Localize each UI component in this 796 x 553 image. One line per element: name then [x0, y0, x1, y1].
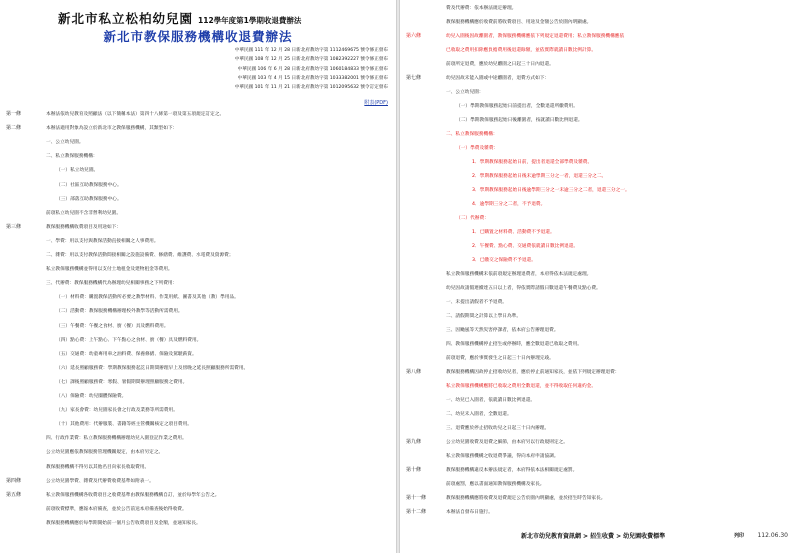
amendment-history: [138, 46, 388, 92]
article-text: 前項處罰，應以書面通知教保服務機構及家長。: [446, 482, 545, 487]
article-line: [400, 116, 796, 125]
article-line: [0, 166, 396, 175]
article-line: [400, 326, 796, 335]
article-line: [400, 32, 796, 41]
article-line: [0, 195, 396, 204]
article-line: [0, 519, 396, 528]
article-line: [400, 186, 796, 195]
term-title: 112學年度第1學期收退費辦法: [198, 16, 302, 25]
article-text: 四、行政作業費：私立教保服務機構辦理幼兒入園登記作業之費用。: [46, 436, 187, 442]
article-text: 二、請假期間之計算以上學日為準。: [446, 314, 522, 319]
article-line: [400, 410, 796, 419]
article-line: [0, 477, 396, 486]
article-line: [0, 181, 396, 190]
article-text: 一、幼兒已入園者，依就讀日數比例退還。: [446, 398, 536, 403]
article-text: 私立教保服務機構應將已收取之費用全數退還，並不得收取任何違約金。: [446, 384, 597, 389]
article-line: [400, 214, 796, 223]
article-text: 一、學費：用以支付與教保活動直接相關之人事費用。: [46, 238, 159, 244]
article-text: 教保服務機構因故停止招收幼兒者，應於停止前通知家長，並依下列規定辦理退費：: [446, 370, 620, 375]
article-line: [400, 158, 796, 167]
article-text: 已收取之費用扣除應負擔費用後退還餘額，並依實際就讀日數比例計算。: [446, 48, 597, 53]
article-line: [0, 237, 396, 246]
article-line: [0, 322, 396, 331]
footer-link[interactable]: 新北市幼兒教育資訊網: [521, 533, 582, 540]
article-line: [0, 448, 396, 457]
article-text: （二）代辦費：: [456, 216, 489, 221]
article-text: （七）課後照顧服務費：寒假、暑假期間辦理照顧服務之費用。: [56, 379, 188, 385]
article-text: （三）午餐費：午餐之食材、廚（餐）具及燃料費用。: [56, 323, 169, 329]
article-text: （八）保險費：幼兒團體保險費。: [56, 394, 127, 399]
article-text: 二、私立教保服務機構：: [446, 132, 498, 137]
article-line: [0, 364, 396, 373]
article-line: [400, 88, 796, 97]
article-text: 2．學期教保服務起始日後未逾學期三分之一者，退還三分之二。: [472, 174, 607, 179]
history-line: 中華民國 103 年 4 月 15 日新北府教幼字第 1033382001 號令修正發布: [237, 75, 388, 81]
article-number: 第四條: [6, 477, 22, 484]
school-name-text: 新北市私立松柏幼兒園: [58, 11, 194, 26]
document-page-left: [0, 0, 396, 553]
article-line: [0, 209, 396, 218]
article-line: [400, 382, 796, 391]
article-line: [400, 18, 796, 27]
article-line: [400, 200, 796, 209]
article-text: 前項私立幼兒園不含非營利幼兒園。: [46, 210, 122, 216]
article-line: [0, 265, 396, 274]
article-line: [0, 463, 396, 472]
article-line: [400, 130, 796, 139]
article-text: 二、幼兒未入園者，全數退還。: [446, 412, 512, 417]
article-text: （二）學期教保服務起始日後離園者，按就讀日數比例退還。: [456, 118, 583, 123]
article-text: 私立教保服務機構並得用以支付土地租金及建物租金等費用。: [46, 267, 173, 273]
article-text: （二）活動費：教保服務機構辦理校外教學等活動所需費用。: [56, 309, 183, 315]
article-text: 本辦法自發布日施行。: [446, 510, 493, 515]
article-line: [0, 434, 396, 443]
article-text: （一）材料費：購置教保活動所必要之教學材料、作業用紙、圖書及其他（教）學用品。: [56, 295, 239, 301]
article-number: 第九條: [406, 439, 422, 445]
law-title: 新北市教保服務機構收退費辦法: [103, 29, 293, 44]
article-text: （四）點心費：上午點心、下午點心之食材、廚（餐）具及燃料費用。: [56, 337, 202, 343]
article-text: 本辦法依幼兒教育及照顧法（以下簡稱本法）第四十八條第一項及第五項規定訂定之。: [46, 112, 225, 117]
article-line: [400, 242, 796, 251]
article-number: 第十一條: [406, 495, 427, 501]
article-line: [400, 438, 796, 447]
article-number: 第十條: [406, 467, 422, 473]
article-text: 教保服務機構應將收費及退費規定公告於園內明顯處，並於招生時告知家長。: [446, 496, 606, 501]
article-line: [0, 251, 396, 260]
article-line: [0, 138, 396, 147]
article-line: [0, 350, 396, 359]
article-line: [0, 307, 396, 316]
article-line: [0, 420, 396, 429]
article-line: [400, 298, 796, 307]
article-line: [400, 172, 796, 181]
article-number: 第五條: [6, 491, 22, 498]
article-text: 費及代辦費：依本辦法規定辦理。: [446, 6, 517, 11]
article-text: 3．學期教保服務起始日後逾學期三分之一未逾三分之二者，退還三分之一。: [472, 188, 630, 193]
article-line: [400, 228, 796, 237]
article-line: [400, 284, 796, 293]
article-line: [0, 336, 396, 345]
history-line: 中華民國 106 年 6 月 28 日新北府教幼字第 1060184833 號令修正發布: [237, 66, 388, 72]
article-text: 幼兒因故請假連續達五日以上者，得依實際請假日數退還午餐費及點心費。: [446, 286, 601, 291]
breadcrumb-separator: >: [616, 533, 622, 540]
article-line: [400, 270, 796, 279]
article-text: 三、退費應於停止招收幼兒之日起三十日內辦理。: [446, 426, 550, 431]
article-line: [400, 480, 796, 489]
article-line: [400, 144, 796, 153]
article-text: （一）學費及雜費：: [456, 146, 499, 151]
article-number: 第七條: [406, 75, 422, 81]
article-text: 前項退費，應於事實發生之日起三十日內辦理完竣。: [446, 356, 554, 361]
article-text: 教保服務機構應於每學期開始前一個月公告收費項目及金額，並通知家長。: [46, 520, 201, 526]
article-line: [400, 102, 796, 111]
article-text: 三、因颱風等天然災害停課者，依本府公告辦理退費。: [446, 328, 559, 333]
article-number: 第十二條: [406, 509, 427, 515]
article-text: 公立幼兒園收費及退費之細節，由本府另以行政規則定之。: [446, 440, 568, 445]
article-line: [0, 110, 396, 119]
history-line: 中華民國 101 年 11 月 21 日新北府教幼字第 1012095632 號令訂定發布: [234, 85, 388, 91]
article-line: [400, 424, 796, 433]
article-line: [400, 396, 796, 405]
article-line: [0, 491, 396, 500]
article-text: 本辦法適用對象為設立於新北市之教保服務機構，其類型如下：: [46, 126, 178, 132]
article-line: [400, 256, 796, 265]
article-text: 一、未提出請假者不予退費。: [446, 300, 507, 305]
history-line: 中華民國 108 年 12 月 25 日新北府教幼字第 1082392227 號令修正發布: [234, 57, 388, 63]
footer-link[interactable]: 招生收費: [590, 533, 615, 540]
article-text: 私立教保服務機構未依前項規定辦理退費者，本府得依本法規定處理。: [446, 272, 592, 277]
article-text: 四、教保服務機構停止招生或停辦時，應全數退還已收取之費用。: [446, 342, 582, 347]
article-text: 前項所定退費，應於幼兒離園之日起三十日內退還。: [446, 62, 554, 67]
article-number: 第三條: [6, 223, 22, 230]
article-line: [400, 4, 796, 13]
article-text: （九）家長會費：幼兒園家長會之行政及業務等所需費用。: [56, 408, 178, 414]
article-line: [400, 466, 796, 475]
article-line: [0, 378, 396, 387]
article-text: （五）交通費：幼童專用車之油料費、保養修繕、保險及駕駛薪資。: [56, 351, 197, 357]
article-line: [0, 223, 396, 232]
article-text: （三）部落互助教保服務中心。: [56, 196, 122, 202]
article-text: （一）學期教保服務起始日前提出者，全數退還所繳費用。: [456, 104, 578, 109]
article-line: [400, 312, 796, 321]
article-text: 三、代辦費：教保服務機構代為辦理幼兒相關事務之下列費用：: [46, 281, 178, 287]
article-text: 2．午餐費、點心費、交通費依就讀日數比例退還。: [472, 244, 579, 249]
article-text: 教保服務機構不得另以其他名目向家長收取費用。: [46, 464, 150, 470]
article-line: [0, 124, 396, 133]
article-text: 3．已繳交之保險費不予退還。: [472, 258, 536, 263]
article-line: [0, 152, 396, 161]
article-text: （十）其他費用：代辦服裝、書籍等經主管機關核定之項目費用。: [56, 422, 192, 428]
article-number: 第六條: [406, 33, 422, 39]
article-text: 一、公立幼兒園：: [446, 90, 484, 95]
article-text: 幼兒入園後因故離園者，教保服務機構應依下列規定退還費用；私立教保服務機構應依: [446, 34, 625, 39]
article-number: 第一條: [6, 111, 22, 117]
article-text: 幼兒因故未能入園或中途離園者，退費方式如下：: [446, 76, 550, 81]
article-text: 教保服務機構應於收費前將收費項目、用途及金額公告於園內明顯處。: [446, 20, 592, 25]
article-text: 前項收費標準，應報本府備查，並於公告前送本府備查後始得收費。: [46, 506, 187, 512]
document-page-right: [400, 0, 796, 553]
print-date: 112.06.30: [757, 532, 788, 539]
article-text: （六）延長照顧服務費：學期教保服務起訖日期間辦理早上及傍晚之延長照顧服務所需費用。: [56, 365, 249, 371]
article-number: 第二條: [6, 125, 22, 132]
article-text: 1．已購置之材料費、活動費不予退還。: [472, 230, 555, 235]
footer-link[interactable]: 幼兒園收費標準: [623, 533, 666, 540]
article-line: [400, 60, 796, 69]
print-button[interactable]: 列印: [733, 533, 744, 539]
article-text: 4．逾學期三分之二者，不予退費。: [472, 202, 546, 207]
article-line: [0, 505, 396, 514]
article-line: [400, 368, 796, 377]
article-text: （一）私立幼兒園。: [56, 168, 99, 174]
article-text: （二）社區互助教保服務中心。: [56, 182, 122, 188]
breadcrumb-separator: >: [583, 533, 589, 540]
article-text: 1．學期教保服務起始日前，提出者退還全部學費及雜費。: [472, 160, 593, 165]
article-line: [400, 452, 796, 461]
article-line: [400, 46, 796, 55]
article-line: [400, 494, 796, 503]
article-text: 一、公立幼兒園。: [46, 140, 84, 146]
article-text: 私立教保服務機構之收退費爭議，得向本府申請協調。: [446, 454, 559, 459]
article-text: 私立教保服務機構各收費項目之收費基準由教保服務機構自訂，並於每學年公告之。: [46, 492, 220, 498]
article-text: 教保服務機構收費項目及用途如下：: [46, 224, 122, 230]
pdf-attachment-link[interactable]: 附表(PDF): [364, 100, 388, 106]
article-number: 第八條: [406, 369, 422, 375]
article-text: 公立幼兒園應依教保服務管理機關規定，由本府另定之。: [46, 450, 164, 456]
article-line: [0, 406, 396, 415]
article-line: [400, 74, 796, 83]
history-line: 中華民國 111 年 12 月 28 日新北府教幼字第 1112469675 號令修正發布: [234, 48, 388, 53]
article-line: [0, 279, 396, 288]
footer-breadcrumb: [520, 531, 666, 540]
article-text: 二、私立教保服務機構：: [46, 154, 98, 160]
article-text: 二、雜費：用以支付教保活動間接相關之設施設備費、修繕費、維護費、水電費及資源費；: [46, 253, 234, 258]
school-name: [58, 9, 301, 27]
article-line: [400, 340, 796, 349]
article-line: [0, 392, 396, 401]
article-text: 教保服務機構違反本辦法規定者，本府得依本法相關規定處罰。: [446, 468, 578, 473]
article-text: 公立幼兒園學費、雜費及代辦費收費基準如附表一。: [46, 478, 154, 484]
article-line: [400, 508, 796, 517]
article-line: [400, 354, 796, 363]
article-line: [0, 293, 396, 302]
